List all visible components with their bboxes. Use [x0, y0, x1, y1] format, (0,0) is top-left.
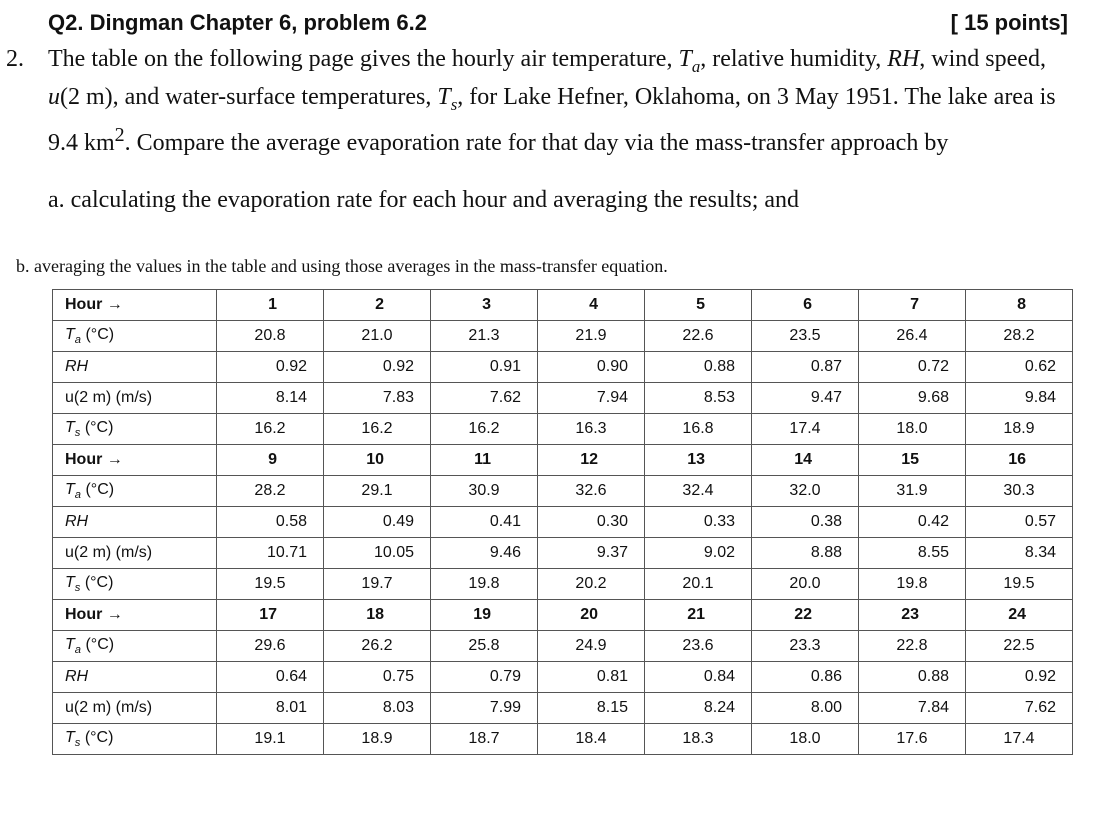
hour-row — [53, 445, 1073, 476]
table-cell: 16.8 — [645, 414, 752, 445]
table-cell: 26.4 — [859, 321, 966, 352]
table-cell: 19.1 — [217, 724, 324, 755]
table-cell: 19.8 — [859, 569, 966, 600]
table-cell: 32.6 — [538, 476, 645, 507]
ts-label-subscript: s — [74, 737, 81, 750]
problem-text-1: The table on the following page gives the hourly air temperature, — [48, 46, 679, 72]
table-cell: 9.47 — [752, 383, 859, 414]
table-cell: 17.4 — [752, 414, 859, 445]
ta-label-unit: (°C) — [81, 325, 115, 343]
surface-temp-row — [53, 569, 1073, 600]
ta-label-symbol: T — [65, 325, 75, 343]
table-cell: 11 — [431, 445, 538, 476]
table-cell: 21.9 — [538, 321, 645, 352]
table-cell: 0.84 — [645, 662, 752, 693]
air-temp-row — [53, 476, 1073, 507]
table-cell: 10.71 — [217, 538, 324, 569]
table-cell: 28.2 — [217, 476, 324, 507]
ta-label-unit: (°C) — [81, 635, 115, 653]
ta-label-subscript: a — [74, 334, 82, 347]
table-cell: 9 — [217, 445, 324, 476]
table-cell: 25.8 — [431, 631, 538, 662]
table-cell: 20.0 — [752, 569, 859, 600]
ts-label-subscript: s — [74, 582, 81, 595]
table-cell: 0.92 — [217, 352, 324, 383]
table-cell: 9.68 — [859, 383, 966, 414]
table-cell: 0.90 — [538, 352, 645, 383]
wind-speed-row — [53, 383, 1073, 414]
hour-row — [53, 290, 1073, 321]
table-cell: 10 — [324, 445, 431, 476]
table-cell: 16.2 — [431, 414, 538, 445]
table-cell: 8.53 — [645, 383, 752, 414]
hour-row-label — [53, 445, 217, 476]
table-cell: 8.14 — [217, 383, 324, 414]
table-cell: 0.88 — [859, 662, 966, 693]
table-cell: 22.6 — [645, 321, 752, 352]
table-cell: 0.92 — [324, 352, 431, 383]
table-cell: 0.58 — [217, 507, 324, 538]
ts-label-unit: (°C) — [80, 573, 114, 591]
problem-text-6: . Compare the average evaporation rate for that day via the mass-transfer approach by — [124, 129, 949, 156]
ta-subscript: a — [691, 56, 701, 76]
rh-label-text: RH — [65, 513, 89, 530]
ts-label-subscript: s — [74, 427, 81, 440]
ts-label-unit: (°C) — [80, 418, 114, 436]
table-cell: 18.0 — [859, 414, 966, 445]
table-cell: 0.88 — [645, 352, 752, 383]
table-cell: 30.3 — [966, 476, 1073, 507]
table-cell: 18.0 — [752, 724, 859, 755]
table-cell: 8.00 — [752, 693, 859, 724]
table-cell: 8.34 — [966, 538, 1073, 569]
table-cell: 5 — [645, 290, 752, 321]
table-cell: 19.5 — [217, 569, 324, 600]
ts-subscript: s — [450, 94, 458, 114]
surface-temp-row-label — [53, 414, 217, 445]
table-cell: 23.6 — [645, 631, 752, 662]
table-cell: 0.49 — [324, 507, 431, 538]
air-temp-row — [53, 321, 1073, 352]
u-label-text: u(2 m) (m/s) — [65, 544, 153, 561]
hour-row — [53, 600, 1073, 631]
table-cell: 17 — [217, 600, 324, 631]
air-temp-row — [53, 631, 1073, 662]
table-cell: 0.33 — [645, 507, 752, 538]
ta-label-symbol: T — [65, 480, 75, 498]
humidity-row-label — [53, 662, 217, 693]
u-label-text: u(2 m) (m/s) — [65, 389, 153, 406]
table-cell: 9.02 — [645, 538, 752, 569]
table-cell: 20.8 — [217, 321, 324, 352]
humidity-row — [53, 507, 1073, 538]
table-cell: 0.41 — [431, 507, 538, 538]
table-cell: 16 — [966, 445, 1073, 476]
wind-speed-row-label — [53, 383, 217, 414]
problem-text-5: , for Lake Hefner, Oklahoma, on 3 May 1951. The lake area is 9.4 km — [48, 83, 1056, 156]
table-cell: 8 — [966, 290, 1073, 321]
table-cell: 20.2 — [538, 569, 645, 600]
air-temp-row-label — [53, 321, 217, 352]
table-cell: 22.8 — [859, 631, 966, 662]
table-cell: 29.6 — [217, 631, 324, 662]
table-cell: 19.8 — [431, 569, 538, 600]
table-cell: 21.0 — [324, 321, 431, 352]
table-cell: 0.91 — [431, 352, 538, 383]
table-cell: 0.81 — [538, 662, 645, 693]
part-a: a. calculating the evaporation rate for each hour and averaging the results; and — [48, 187, 800, 213]
table-cell: 3 — [431, 290, 538, 321]
ts-label-symbol: T — [65, 418, 75, 436]
table-cell: 20 — [538, 600, 645, 631]
table-cell: 16.2 — [324, 414, 431, 445]
table-cell: 19 — [431, 600, 538, 631]
ta-label-subscript: a — [74, 644, 82, 657]
table-cell: 0.79 — [431, 662, 538, 693]
table-cell: 30.9 — [431, 476, 538, 507]
table-cell: 9.37 — [538, 538, 645, 569]
problem-number: 2. — [6, 46, 24, 72]
table-cell: 0.87 — [752, 352, 859, 383]
table-cell: 24 — [966, 600, 1073, 631]
table-cell: 7.62 — [966, 693, 1073, 724]
rh-label-text: RH — [65, 358, 89, 375]
table-cell: 9.46 — [431, 538, 538, 569]
table-cell: 18.4 — [538, 724, 645, 755]
table-cell: 13 — [645, 445, 752, 476]
table-cell: 21 — [645, 600, 752, 631]
table-cell: 7.62 — [431, 383, 538, 414]
table-cell: 7.83 — [324, 383, 431, 414]
table-cell: 0.42 — [859, 507, 966, 538]
u-label-text: u(2 m) (m/s) — [65, 699, 153, 716]
problem-text-2: , relative humidity, — [700, 46, 888, 72]
ts-symbol: T — [437, 83, 451, 110]
table-cell: 22 — [752, 600, 859, 631]
rh-label-text: RH — [65, 668, 89, 685]
table-cell: 22.5 — [966, 631, 1073, 662]
table-cell: 17.4 — [966, 724, 1073, 755]
problem-text-4: (2 m), and water-surface temperatures, — [60, 83, 438, 110]
ta-symbol: T — [678, 46, 692, 72]
wind-speed-row-label — [53, 693, 217, 724]
ts-label-unit: (°C) — [80, 728, 114, 746]
wind-speed-row-label — [53, 538, 217, 569]
table-cell: 7.99 — [431, 693, 538, 724]
table-cell: 14 — [752, 445, 859, 476]
ts-label-symbol: T — [65, 573, 75, 591]
table-cell: 24.9 — [538, 631, 645, 662]
table-cell: 8.55 — [859, 538, 966, 569]
table-cell: 18.9 — [324, 724, 431, 755]
table-cell: 8.88 — [752, 538, 859, 569]
hour-label-text: Hour → — [65, 606, 123, 623]
table-cell: 18.7 — [431, 724, 538, 755]
table-cell: 8.01 — [217, 693, 324, 724]
hour-row-label — [53, 600, 217, 631]
table-cell: 18 — [324, 600, 431, 631]
table-cell: 32.4 — [645, 476, 752, 507]
table-cell: 23 — [859, 600, 966, 631]
humidity-row-label — [53, 507, 217, 538]
table-cell: 0.72 — [859, 352, 966, 383]
table-cell: 18.9 — [966, 414, 1073, 445]
table-cell: 12 — [538, 445, 645, 476]
hourly-data-table — [52, 289, 1073, 755]
surface-temp-row-label — [53, 569, 217, 600]
table-cell: 8.03 — [324, 693, 431, 724]
air-temp-row-label — [53, 476, 217, 507]
ta-label-subscript: a — [74, 489, 82, 502]
problem-statement — [6, 44, 1076, 159]
problem-body — [48, 44, 1076, 159]
table-cell: 31.9 — [859, 476, 966, 507]
rh-symbol: RH — [887, 46, 920, 72]
u-symbol: u — [48, 83, 60, 110]
table-cell: 0.30 — [538, 507, 645, 538]
table-cell: 2 — [324, 290, 431, 321]
table-cell: 19.5 — [966, 569, 1073, 600]
humidity-row — [53, 352, 1073, 383]
area-superscript: 2 — [114, 123, 125, 146]
surface-temp-row-label — [53, 724, 217, 755]
table-cell: 26.2 — [324, 631, 431, 662]
hour-label-text: Hour → — [65, 451, 123, 468]
table-cell: 0.62 — [966, 352, 1073, 383]
table-cell: 7 — [859, 290, 966, 321]
ts-label-symbol: T — [65, 728, 75, 746]
surface-temp-row — [53, 724, 1073, 755]
table-cell: 29.1 — [324, 476, 431, 507]
table-cell: 0.86 — [752, 662, 859, 693]
table-cell: 16.2 — [217, 414, 324, 445]
table-cell: 0.38 — [752, 507, 859, 538]
table-cell: 0.64 — [217, 662, 324, 693]
table-cell: 20.1 — [645, 569, 752, 600]
air-temp-row-label — [53, 631, 217, 662]
table-cell: 8.15 — [538, 693, 645, 724]
table-cell: 1 — [217, 290, 324, 321]
problem-text-3: , wind speed, — [919, 46, 1046, 72]
part-b: b. averaging the values in the table and using those averages in the mass-transfer equation. — [16, 256, 668, 276]
question-title: Q2. Dingman Chapter 6, problem 6.2 — [48, 10, 427, 35]
table-cell: 7.84 — [859, 693, 966, 724]
table-cell: 10.05 — [324, 538, 431, 569]
question-header — [48, 6, 1068, 40]
table-cell: 17.6 — [859, 724, 966, 755]
table-cell: 0.92 — [966, 662, 1073, 693]
table-cell: 19.7 — [324, 569, 431, 600]
table-cell: 23.5 — [752, 321, 859, 352]
table-cell: 9.84 — [966, 383, 1073, 414]
table-cell: 21.3 — [431, 321, 538, 352]
ta-label-symbol: T — [65, 635, 75, 653]
surface-temp-row — [53, 414, 1073, 445]
table-cell: 28.2 — [966, 321, 1073, 352]
wind-speed-row — [53, 538, 1073, 569]
hour-label-text: Hour → — [65, 296, 123, 313]
table-cell: 15 — [859, 445, 966, 476]
table-cell: 4 — [538, 290, 645, 321]
points-label: [ 15 points] — [950, 10, 1068, 35]
table-cell: 6 — [752, 290, 859, 321]
table-cell: 8.24 — [645, 693, 752, 724]
table-cell: 0.57 — [966, 507, 1073, 538]
table-cell: 32.0 — [752, 476, 859, 507]
table-cell: 18.3 — [645, 724, 752, 755]
hour-row-label — [53, 290, 217, 321]
table-cell: 23.3 — [752, 631, 859, 662]
ta-label-unit: (°C) — [81, 480, 115, 498]
humidity-row — [53, 662, 1073, 693]
humidity-row-label — [53, 352, 217, 383]
table-cell: 0.75 — [324, 662, 431, 693]
table-cell: 16.3 — [538, 414, 645, 445]
table-cell: 7.94 — [538, 383, 645, 414]
wind-speed-row — [53, 693, 1073, 724]
